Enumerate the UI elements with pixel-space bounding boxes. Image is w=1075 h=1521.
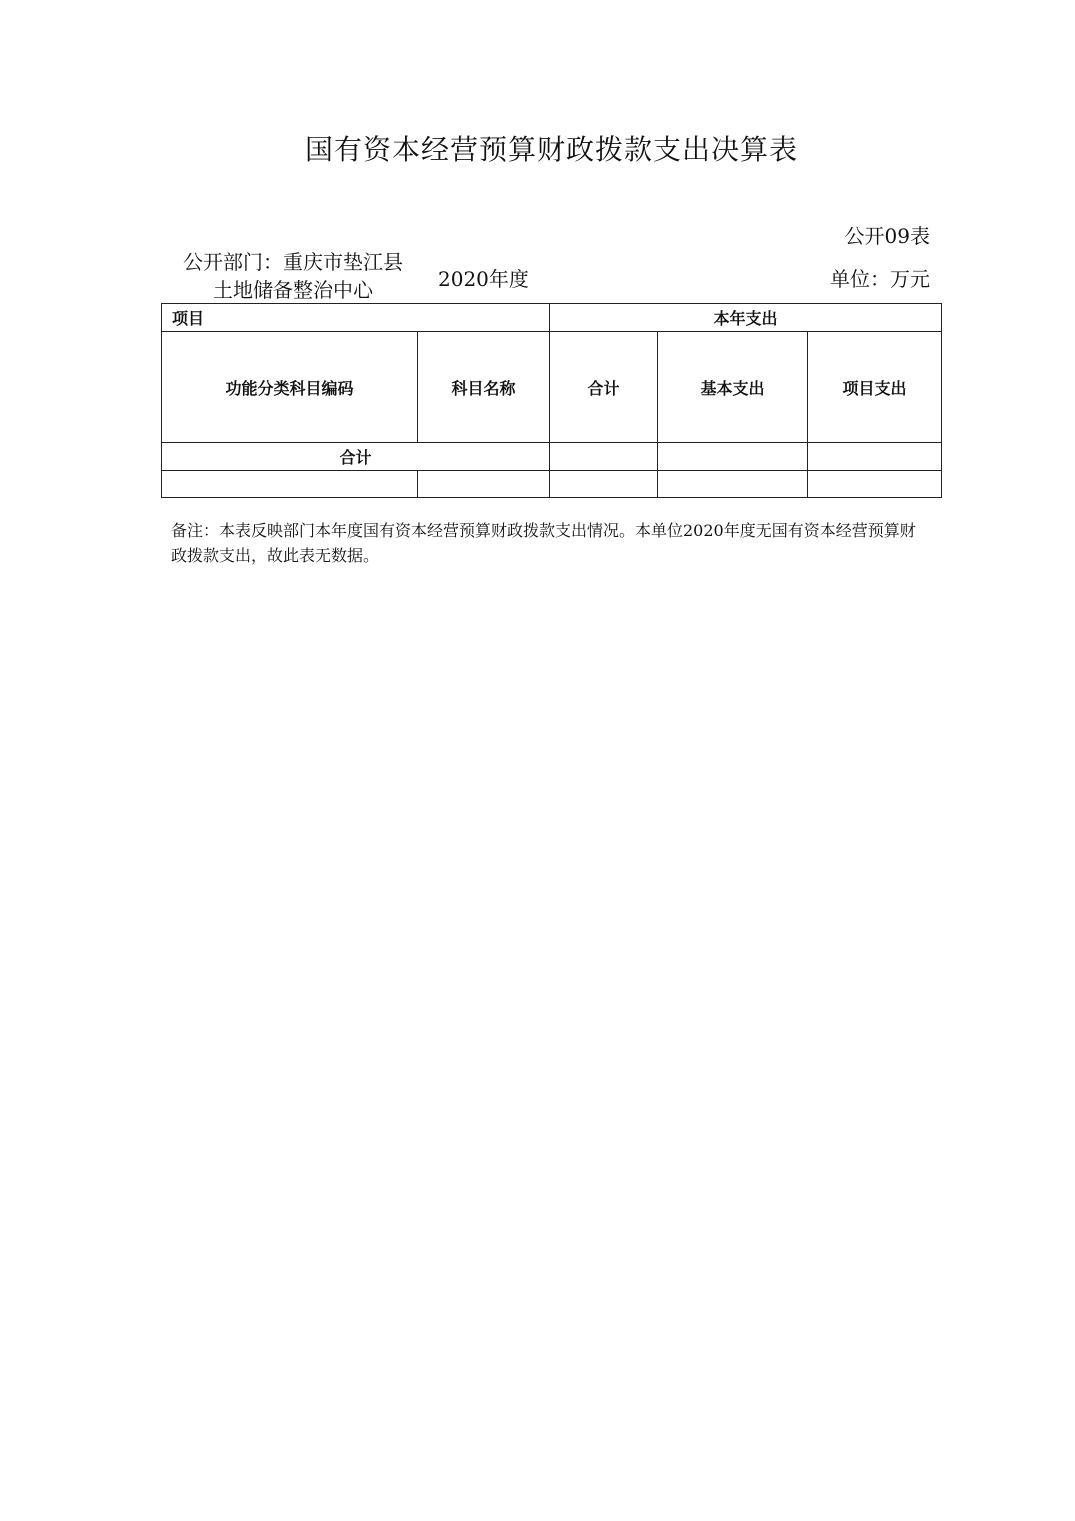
header-project: 项目 bbox=[162, 304, 550, 332]
header-name: 科目名称 bbox=[418, 332, 550, 443]
expenditure-table bbox=[161, 303, 942, 498]
row-basic bbox=[658, 471, 808, 498]
total-row-basic bbox=[658, 443, 808, 471]
table-row bbox=[162, 471, 942, 498]
footnote: 备注：本表反映部门本年度国有资本经营预算财政拨款支出情况。本单位2020年度无国有资本经营预算财政拨款支出，故此表无数据。 bbox=[171, 521, 916, 565]
row-name bbox=[418, 471, 550, 498]
department-label: 公开部门：重庆市垫江县土地储备整治中心 bbox=[183, 250, 403, 302]
total-row-label: 合计 bbox=[162, 443, 550, 471]
row-code bbox=[162, 471, 418, 498]
header-current-year: 本年支出 bbox=[550, 304, 942, 332]
currency-unit: 单位：万元 bbox=[830, 267, 930, 291]
total-row bbox=[162, 443, 942, 471]
header-basic: 基本支出 bbox=[658, 332, 808, 443]
page-title: 国有资本经营预算财政拨款支出决算表 bbox=[304, 133, 798, 166]
table-header-row-1 bbox=[162, 304, 942, 332]
total-row-project bbox=[808, 443, 942, 471]
row-total bbox=[550, 471, 658, 498]
header-code: 功能分类科目编码 bbox=[162, 332, 418, 443]
total-row-total bbox=[550, 443, 658, 471]
row-project bbox=[808, 471, 942, 498]
fiscal-year: 2020年度 bbox=[438, 267, 529, 291]
table-header-row-2 bbox=[162, 332, 942, 443]
form-number: 公开09表 bbox=[844, 224, 930, 248]
header-project-expense: 项目支出 bbox=[808, 332, 942, 443]
header-total: 合计 bbox=[550, 332, 658, 443]
